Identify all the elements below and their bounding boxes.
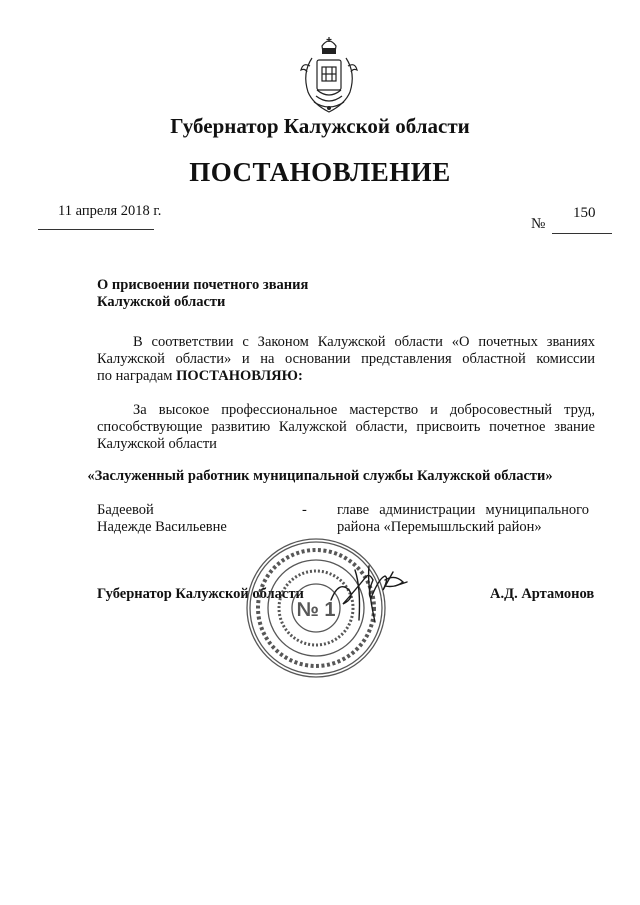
decision-line-2: способствующие развитию Калужской области, присвоить почетное звание <box>97 419 595 435</box>
preamble-line-2: Калужской области» и на основании представления областной комиссии <box>97 351 595 367</box>
awardee-position <box>337 502 589 536</box>
number-underline <box>552 233 612 234</box>
document-type-title: ПОСТАНОВЛЕНИЕ <box>189 157 451 187</box>
subject-line-2: Калужской области <box>97 294 226 310</box>
position-line-1: главе администрации муниципального <box>337 502 589 518</box>
awardee-given-names: Надежде Васильевне <box>97 519 227 535</box>
document-subject <box>97 277 308 311</box>
handwritten-signature-icon <box>325 556 415 628</box>
position-line-2: района «Перемышльский район» <box>337 519 542 535</box>
decision-line-3: Калужской области <box>97 436 217 452</box>
preamble-line-3-text: по наградам <box>97 368 177 384</box>
document-number: 150 <box>573 205 596 221</box>
resolve-keyword: ПОСТАНОВЛЯЮ: <box>176 368 303 384</box>
awardee-surname: Бадеевой <box>97 502 154 518</box>
preamble-line-3 <box>97 368 303 384</box>
signatory-name: А.Д. Артамонов <box>490 586 595 602</box>
awardee-dash: - <box>302 502 307 518</box>
seal-number: № 1 <box>296 599 336 621</box>
awardee-name <box>97 502 227 536</box>
decision-paragraph <box>97 402 595 453</box>
decision-first-line: За высокое профессиональное мастерство и добросовестный труд, <box>133 402 595 418</box>
number-sign: № <box>531 216 546 232</box>
preamble-first-line: В соответствии с Законом Калужской области «О почетных званиях <box>133 334 595 350</box>
subject-line-1: О присвоении почетного звания <box>97 277 309 293</box>
honorary-title: «Заслуженный работник муниципальной службы Калужской области» <box>87 468 553 484</box>
signatory-title: Губернатор Калужской области <box>97 586 304 602</box>
preamble-paragraph <box>97 334 595 385</box>
date-underline <box>38 229 154 230</box>
coat-of-arms-icon <box>298 36 360 114</box>
issuing-authority: Губернатор Калужской области <box>170 114 470 138</box>
document-date: 11 апреля 2018 г. <box>58 203 162 219</box>
